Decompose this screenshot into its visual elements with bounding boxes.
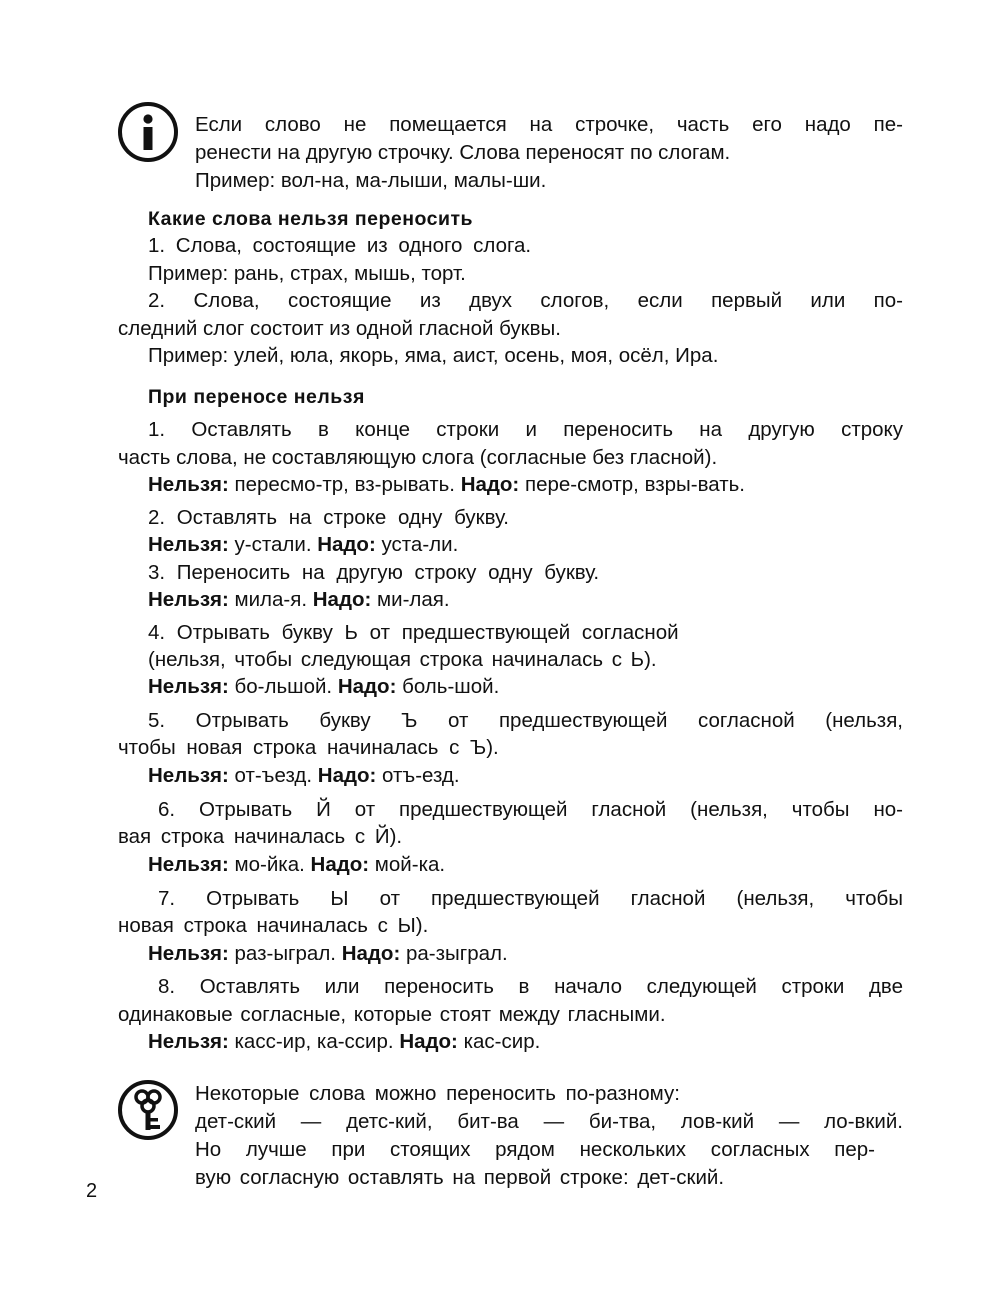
rule-8-line-1: 8. Оставлять или переносить в начало следующей строки две xyxy=(158,975,903,998)
bad-label: Нельзя: xyxy=(148,853,229,876)
section1-example-1: Пример: рань, страх, мышь, торт. xyxy=(148,262,466,285)
bad-label: Нельзя: xyxy=(148,533,229,556)
good-label: Надо: xyxy=(341,942,401,965)
bad-label: Нельзя: xyxy=(148,675,229,698)
rule-5-line-2: чтобы новая строка начиналась с Ъ). xyxy=(118,736,499,759)
bad-example: мила-я. xyxy=(234,588,308,611)
rule-8-line-2: одинаковые согласные, которые стоят между гласными. xyxy=(118,1003,666,1026)
bad-label: Нельзя: xyxy=(148,473,229,496)
good-example: мой-ка. xyxy=(374,853,446,876)
good-label: Надо: xyxy=(460,473,520,496)
key-icon xyxy=(116,1078,180,1142)
section1-item-1: 1. Слова, состоящие из одного слога. xyxy=(148,234,532,257)
rule-8-examples xyxy=(148,1028,540,1056)
info-line-2: ренести на другую строчку. Слова переносят по слогам. xyxy=(195,141,731,164)
rule-6-line-1: 6. Отрывать Й от предшествующей гласной (нельзя, чтобы но- xyxy=(158,798,903,821)
rule-7-line-2: новая строка начиналась с Ы). xyxy=(118,914,429,937)
info-icon xyxy=(116,100,180,164)
good-example: отъ-езд. xyxy=(382,764,460,787)
rule-1-line-2: часть слова, не составляющую слога (согласные без гласной). xyxy=(118,446,718,469)
good-example: пере-смотр, взры-вать. xyxy=(524,473,745,496)
rule-7-examples xyxy=(148,940,508,968)
section-heading-when-hyphenating: При переносе нельзя xyxy=(148,386,365,408)
rule-3-line-1: 3. Переносить на другую строку одну букву. xyxy=(148,561,600,584)
rule-1-examples xyxy=(148,471,745,499)
good-label: Надо: xyxy=(312,588,372,611)
rule-5-examples xyxy=(148,762,460,790)
rule-6-examples xyxy=(148,851,445,879)
bad-label: Нельзя: xyxy=(148,942,229,965)
good-label: Надо: xyxy=(317,533,376,556)
good-example: боль-шой. xyxy=(402,675,500,698)
good-label: Надо: xyxy=(310,853,370,876)
info-line-1: Если слово не помещается на строчке, часть его надо пе- xyxy=(195,113,903,136)
good-example: уста-ли. xyxy=(381,533,459,556)
bad-example: пересмо-тр, вз-рывать. xyxy=(234,473,455,496)
bad-example: у-стали. xyxy=(234,533,312,556)
rule-2-line-1: 2. Оставлять на строке одну букву. xyxy=(148,506,509,529)
bad-example: от-ъезд. xyxy=(234,764,313,787)
tip-line-1: Некоторые слова можно переносить по-разному: xyxy=(195,1082,680,1105)
bad-example: бо-льшой. xyxy=(234,675,333,698)
good-label: Надо: xyxy=(317,764,377,787)
rule-1-line-1: 1. Оставлять в конце строки и переносить на другую строку xyxy=(148,418,903,441)
section-heading-cannot-hyphenate: Какие слова нельзя переносить xyxy=(148,208,474,230)
tip-line-4: вую согласную оставлять на первой строке: дет-ский. xyxy=(195,1166,725,1189)
tip-line-2: дет-ский — детс-кий, бит-ва — би-тва, лов-кий — ло-вкий. xyxy=(195,1110,903,1133)
bad-label: Нельзя: xyxy=(148,1030,229,1053)
bad-label: Нельзя: xyxy=(148,764,229,787)
good-example: ра-зыграл. xyxy=(405,942,508,965)
bad-example: мо-йка. xyxy=(234,853,305,876)
bad-label: Нельзя: xyxy=(148,588,229,611)
section1-example-2: Пример: улей, юла, якорь, яма, аист, осень, моя, осёл, Ира. xyxy=(148,344,719,367)
rule-6-line-2: вая строка начиналась с Й). xyxy=(118,825,403,848)
bad-example: касс-ир, ка-ссир. xyxy=(234,1030,394,1053)
rule-4-examples xyxy=(148,673,499,701)
rule-4-line-1: 4. Отрывать букву Ь от предшествующей согласной xyxy=(148,621,679,644)
rule-3-examples xyxy=(148,586,450,614)
info-line-3: Пример: вол-на, ма-лыши, малы-ши. xyxy=(195,169,547,192)
rule-5-line-1: 5. Отрывать букву Ъ от предшествующей согласной (нельзя, xyxy=(148,709,903,732)
page-number: 2 xyxy=(86,1180,98,1202)
good-label: Надо: xyxy=(399,1030,458,1053)
section1-item-2-line-2: следний слог состоит из одной гласной буквы. xyxy=(118,317,561,340)
good-example: кас-сир. xyxy=(463,1030,541,1053)
rule-4-line-2: (нельзя, чтобы следующая строка начиналась с Ь). xyxy=(148,648,657,671)
bad-example: раз-ыграл. xyxy=(234,942,336,965)
section1-item-2-line-1: 2. Слова, состоящие из двух слогов, если первый или по- xyxy=(148,289,903,312)
rule-7-line-1: 7. Отрывать Ы от предшествующей гласной (нельзя, чтобы xyxy=(158,887,903,910)
tip-line-3: Но лучше при стоящих рядом нескольких согласных пер- xyxy=(195,1138,875,1161)
good-example: ми-лая. xyxy=(377,588,450,611)
good-label: Надо: xyxy=(337,675,397,698)
rule-2-examples xyxy=(148,531,458,559)
